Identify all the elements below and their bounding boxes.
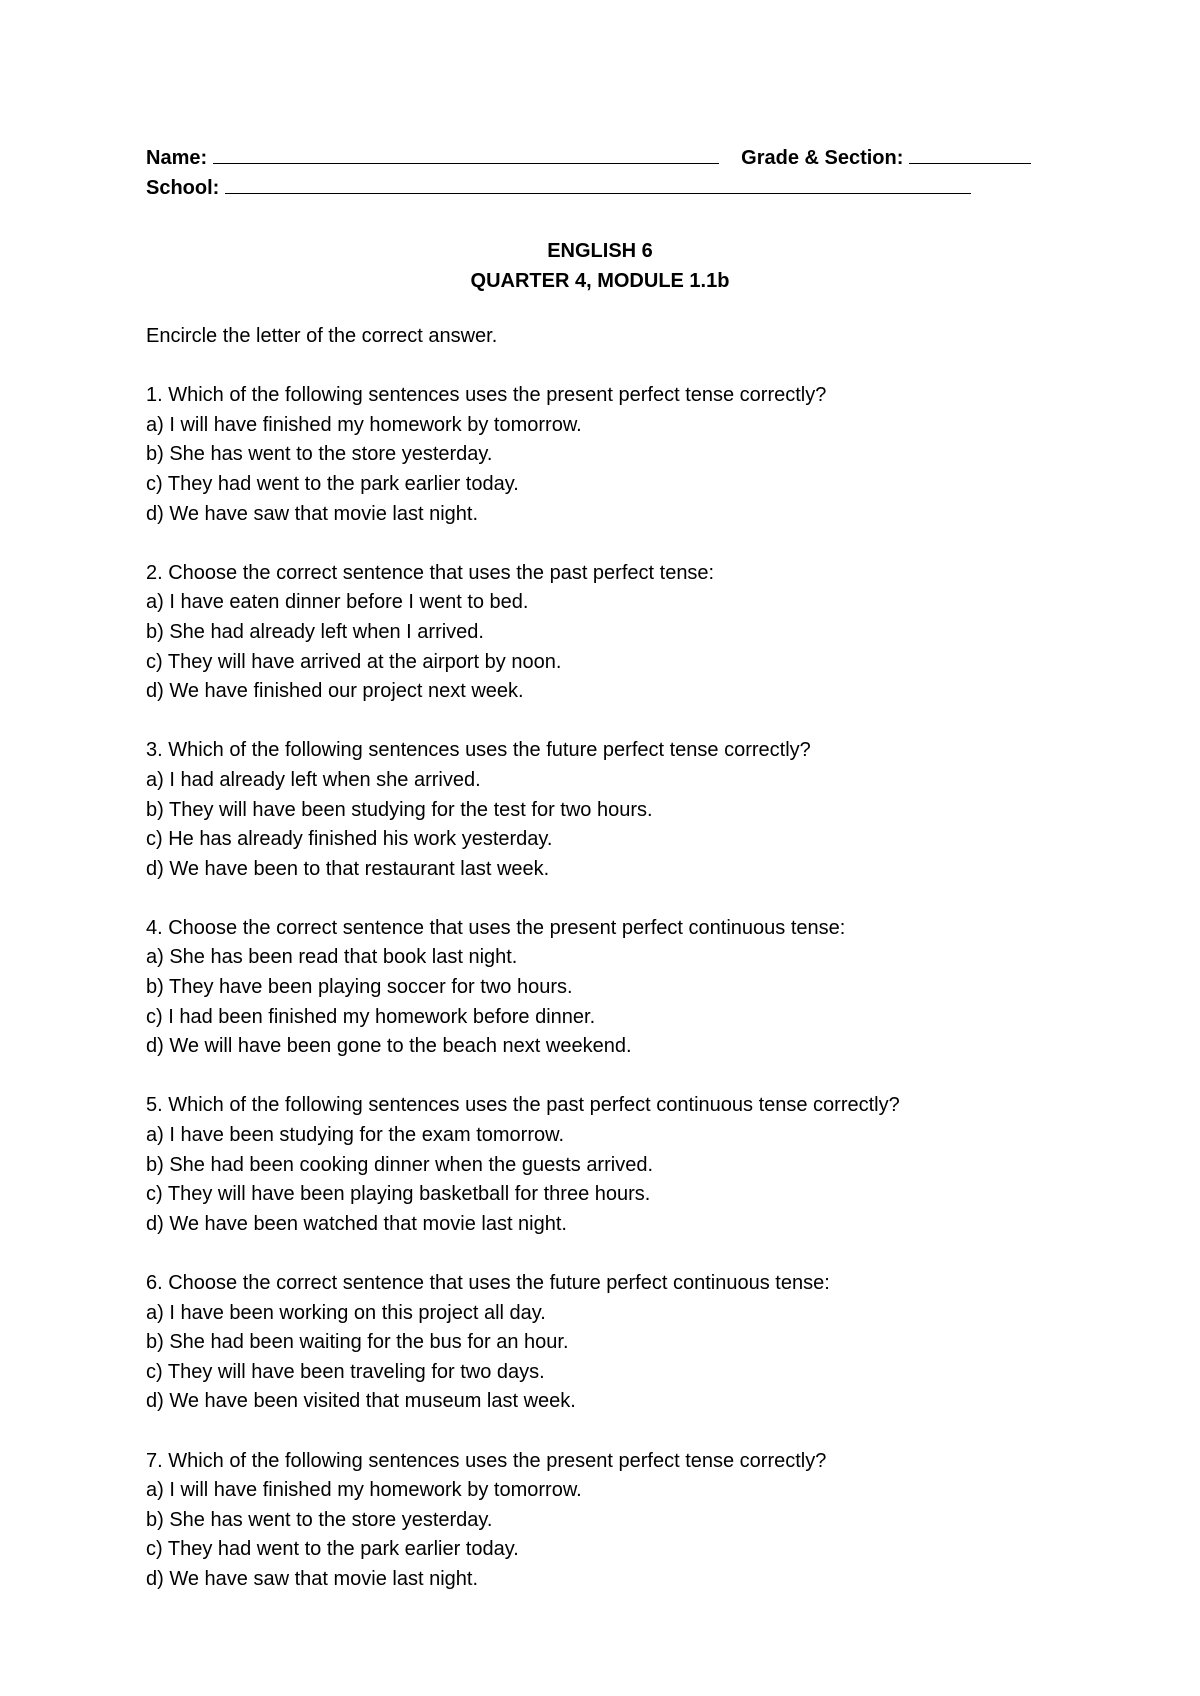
question-1	[146, 381, 1106, 529]
answer-option-b[interactable]: b) She had already left when I arrived.	[146, 620, 484, 643]
answer-option-d[interactable]: d) We have been visited that museum last week.	[146, 1390, 576, 1413]
school-label: School:	[146, 177, 220, 199]
answer-option-a[interactable]: a) I had already left when she arrived.	[146, 768, 481, 791]
name-label: Name:	[146, 147, 208, 169]
worksheet-titles	[0, 236, 1200, 296]
worksheet-content	[146, 322, 1106, 1624]
question-5	[146, 1091, 1106, 1239]
answer-option-b[interactable]: b) She has went to the store yesterday.	[146, 1508, 493, 1531]
answer-option-b[interactable]: b) She had been waiting for the bus for an hour.	[146, 1331, 569, 1354]
answer-option-b[interactable]: b) She has went to the store yesterday.	[146, 443, 493, 466]
answer-option-c[interactable]: c) I had been finished my homework before dinner.	[146, 1005, 596, 1028]
answer-option-c[interactable]: c) He has already finished his work yesterday.	[146, 828, 553, 851]
question-list	[146, 381, 1106, 1594]
question-prompt: 5. Which of the following sentences uses the past perfect continuous tense correctly?	[146, 1094, 900, 1117]
question-3	[146, 736, 1106, 884]
name-blank[interactable]	[213, 145, 719, 164]
grade-section-blank[interactable]	[909, 145, 1031, 164]
subject-title: ENGLISH 6	[547, 240, 653, 262]
question-6	[146, 1269, 1106, 1417]
answer-option-d[interactable]: d) We have saw that movie last night.	[146, 1567, 479, 1590]
question-2	[146, 559, 1106, 707]
question-prompt: 2. Choose the correct sentence that uses the past perfect tense:	[146, 561, 715, 584]
answer-option-b[interactable]: b) She had been cooking dinner when the guests arrived.	[146, 1153, 654, 1176]
answer-option-d[interactable]: d) We have finished our project next week.	[146, 680, 524, 703]
school-row	[146, 175, 1066, 205]
question-prompt: 7. Which of the following sentences uses the present perfect tense correctly?	[146, 1449, 827, 1472]
answer-option-a[interactable]: a) I have been working on this project all day.	[146, 1301, 546, 1324]
question-prompt: 6. Choose the correct sentence that uses the future perfect continuous tense:	[146, 1272, 830, 1294]
question-7	[146, 1447, 1106, 1595]
answer-option-b[interactable]: b) They will have been studying for the test for two hours.	[146, 798, 653, 821]
answer-option-d[interactable]: d) We will have been gone to the beach next weekend.	[146, 1035, 632, 1058]
answer-option-d[interactable]: d) We have been to that restaurant last week.	[146, 857, 550, 880]
answer-option-c[interactable]: c) They had went to the park earlier today.	[146, 1538, 519, 1561]
answer-option-d[interactable]: d) We have been watched that movie last night.	[146, 1212, 567, 1235]
answer-option-a[interactable]: a) I have been studying for the exam tomorrow.	[146, 1124, 564, 1147]
instructions-text: Encircle the letter of the correct answer.	[146, 325, 498, 347]
answer-option-a[interactable]: a) I will have finished my homework by tomorrow.	[146, 1479, 582, 1502]
grade-section-label: Grade & Section:	[741, 147, 904, 169]
name-grade-row	[146, 145, 1066, 175]
answer-option-a[interactable]: a) I will have finished my homework by tomorrow.	[146, 413, 582, 436]
module-title: QUARTER 4, MODULE 1.1b	[470, 270, 730, 292]
school-blank[interactable]	[225, 175, 971, 194]
question-prompt: 4. Choose the correct sentence that uses the present perfect continuous tense:	[146, 916, 846, 939]
question-prompt: 3. Which of the following sentences uses the future perfect tense correctly?	[146, 739, 811, 762]
answer-option-a[interactable]: a) She has been read that book last night.	[146, 946, 518, 969]
answer-option-c[interactable]: c) They will have been playing basketball for three hours.	[146, 1183, 651, 1206]
question-4	[146, 914, 1106, 1062]
student-info-header	[146, 145, 1066, 205]
answer-option-d[interactable]: d) We have saw that movie last night.	[146, 502, 479, 525]
answer-option-c[interactable]: c) They will have been traveling for two days.	[146, 1360, 545, 1383]
question-prompt: 1. Which of the following sentences uses the present perfect tense correctly?	[146, 384, 827, 407]
answer-option-c[interactable]: c) They had went to the park earlier today.	[146, 472, 519, 495]
answer-option-c[interactable]: c) They will have arrived at the airport by noon.	[146, 650, 562, 673]
answer-option-b[interactable]: b) They have been playing soccer for two hours.	[146, 976, 573, 999]
answer-option-a[interactable]: a) I have eaten dinner before I went to bed.	[146, 591, 529, 614]
